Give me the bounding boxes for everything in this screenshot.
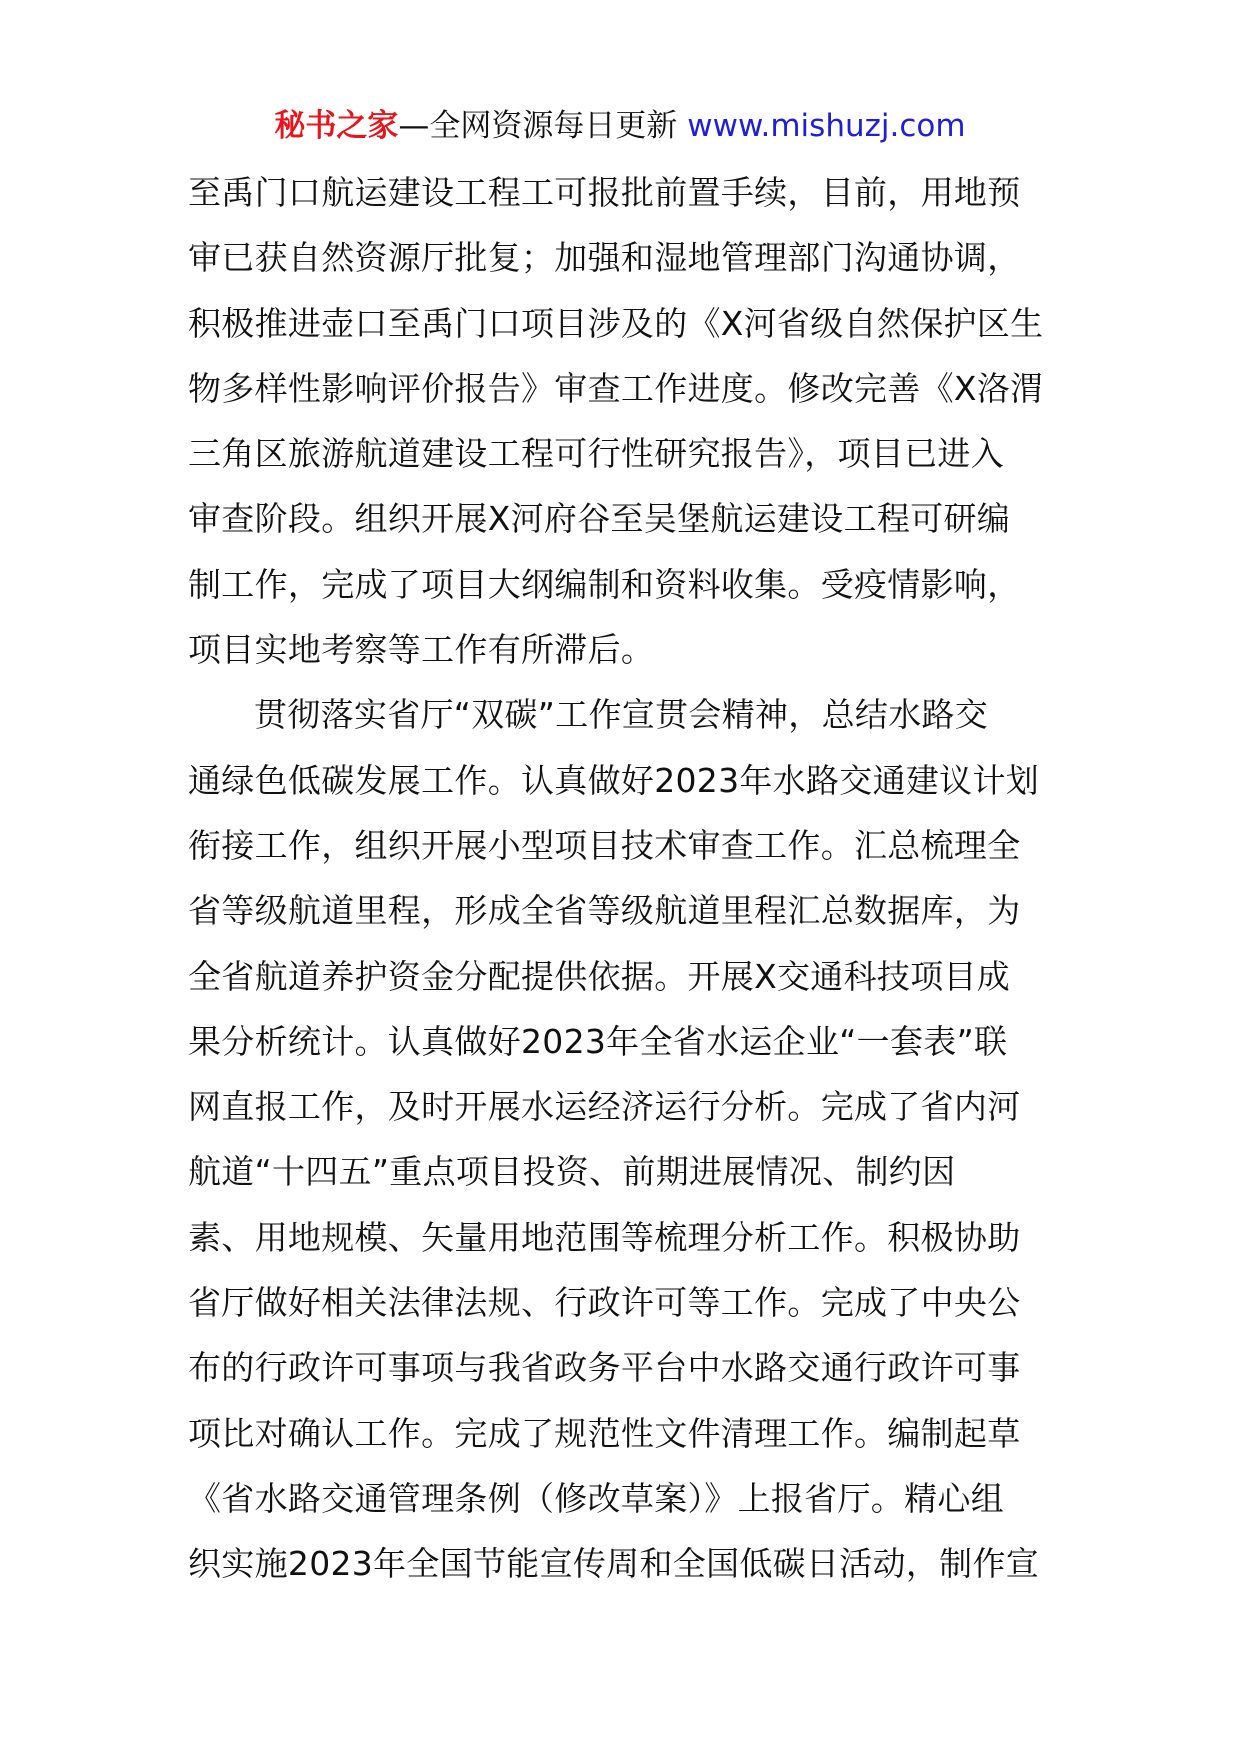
text-line: 航道“十四五”重点项目投资、前期进展情况、制约因 (188, 1152, 956, 1192)
text-line: 素、用地规模、矢量用地范围等梳理分析工作。积极协助 (188, 1217, 1021, 1257)
document-body (188, 160, 1058, 1597)
page-header (0, 98, 1240, 154)
text-line: 省等级航道里程，形成全省等级航道里程汇总数据库，为 (188, 891, 1021, 931)
text-line: 《省水路交通管理条例（修改草案）》上报省厅。精心组 (188, 1478, 1004, 1518)
text-line: 制工作，完成了项目大纲编制和资料收集。受疫情影响， (188, 564, 1021, 604)
text-line: 项比对确认工作。完成了规范性文件清理工作。编制起草 (188, 1413, 1021, 1453)
header-tagline: —全网资源每日更新 (398, 108, 678, 144)
text-line: 审已获自然资源厅批复；加强和湿地管理部门沟通协调， (188, 238, 1021, 278)
brand-name: 秘书之家 (274, 108, 399, 144)
text-line: 通绿色低碳发展工作。认真做好2023年水路交通建议计划 (188, 760, 1040, 800)
text-line: 至禹门口航运建设工程工可报批前置手续，目前，用地预 (188, 173, 1021, 212)
text-line: 三角区旅游航道建设工程可行性研究报告》，项目已进入 (188, 434, 1004, 474)
website-link[interactable]: www.mishuzj.com (687, 108, 966, 144)
text-line: 省厅做好相关法律法规、行政许可等工作。完成了中央公 (188, 1283, 1021, 1323)
text-line: 网直报工作，及时开展水运经济运行分析。完成了省内河 (188, 1087, 1021, 1127)
text-line: 衔接工作，组织开展小型项目技术审查工作。汇总梳理全 (188, 825, 1021, 865)
text-line: 审查阶段。组织开展X河府谷至吴堡航运建设工程可研编 (188, 499, 1011, 539)
text-line: 积极推进壶口至禹门口项目涉及的《X河省级自然保护区生 (188, 303, 1044, 343)
text-line: 全省航道养护资金分配提供依据。开展X交通科技项目成 (188, 956, 1011, 996)
paragraph-start-line: 贯彻落实省厅“双碳”工作宣贯会精神，总结水路交 (254, 695, 989, 735)
text-line: 物多样性影响评价报告》审查工作进度。修改完善《X洛渭 (188, 368, 1044, 408)
text-line: 布的行政许可事项与我省政务平台中水路交通行政许可事 (188, 1348, 1021, 1388)
text-line: 果分析统计。认真做好2023年全省水运企业“一套表”联 (188, 1021, 1008, 1061)
text-line: 项目实地考察等工作有所滞后。 (188, 630, 655, 670)
text-line: 织实施2023年全国节能宣传周和全国低碳日活动，制作宣 (188, 1544, 1040, 1584)
